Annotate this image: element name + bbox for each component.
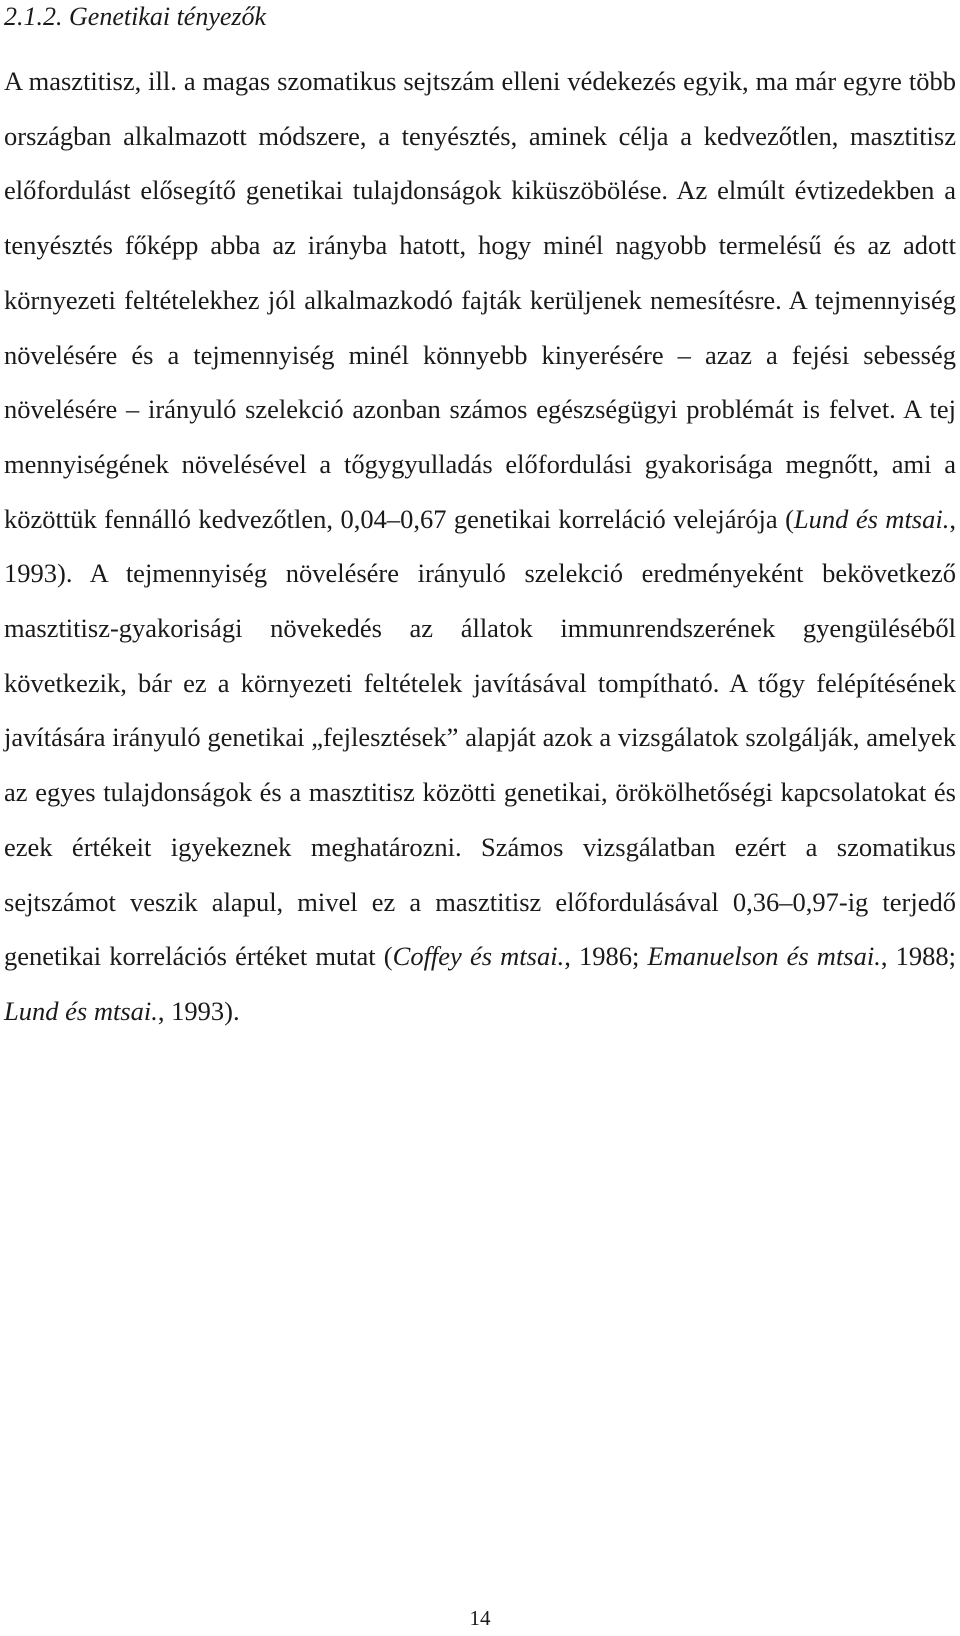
text-segment: , 1993). [157,995,240,1026]
citation-author: Coffey és mtsai. [392,941,565,972]
body-paragraph [4,54,956,1039]
section-heading: 2.1.2. Genetikai tényezők [4,2,267,31]
text-segment: A masztitisz, ill. a magas szomatikus sejtszám elleni védekezés egyik, ma már egyre több országban alkalmazott módszere, a tenyésztés, aminek célja a kedvezőtlen, masztitisz előfordulást elősegítő genetikai tulajdonságok kiküszöbölése. Az elmúlt évtizedekben a tenyésztés főképp abba az irányba hatott, hogy minél nagyobb termelésű és az adott környezeti feltételekhez jól alkalmazkodó fajták kerüljenek nemesítésre. A tejmennyiség növelésére és a tejmennyiség minél könnyebb kinyerésére – azaz a fejési sebesség növelésére – irányuló szelekció azonban számos egészségügyi problémát is felvet. A tej mennyiségének növelésével a tőgygyulladás előfordulási gyakorisága megnőtt, ami a közöttük fennálló kedvezőtlen, 0,04–0,67 genetikai korreláció velejárója ( [4,66,956,534]
citation-author: Lund és mtsai. [793,503,950,534]
citation-author: Lund és mtsai. [4,995,158,1026]
text-segment: , 1988; [880,941,956,972]
text-segment: , 1986; [564,941,648,972]
page-number: 14 [469,1606,491,1630]
citation-author: Emanuelson és mtsai. [647,941,881,972]
text-segment: , 1993). A tejmennyiség növelésére irányuló szelekció eredményeként bekövetkező masztitisz-gyakorisági növekedés az állatok immunrendszerének gyengüléséből következik, bár ez a környezeti feltételek javításával tompítható. A tőgy felépítésének javítására irányuló genetikai „fejlesztések” alapját azok a vizsgálatok szolgálják, amelyek az egyes tulajdonságok és a masztitisz közötti genetikai, örökölhetőségi kapcsolatokat és ezek értékeit igyekeznek meghatározni. Számos vizsgálatban ezért a szomatikus sejtszámot veszik alapul, mivel ez a masztitisz előfordulásával 0,36–0,97-ig terjedő genetikai korrelációs értéket mutat ( [4,503,956,972]
